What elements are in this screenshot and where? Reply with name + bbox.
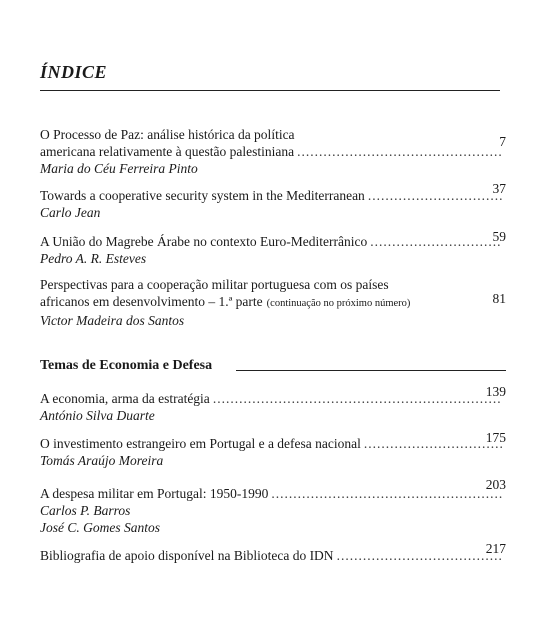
page-number: 203 — [485, 477, 506, 492]
toc-entry[interactable] — [40, 435, 506, 469]
page-number: 7 — [499, 134, 506, 149]
page-number: 59 — [492, 229, 506, 244]
entry-title-line: americana relativamente à questão palestiniana ..... — [40, 143, 506, 160]
section-title: Temas de Economia e Defesa — [40, 358, 213, 373]
page-title: ÍNDICE — [40, 62, 108, 82]
title-rule — [40, 90, 500, 91]
leader-dots — [297, 143, 502, 160]
toc-entry[interactable] — [40, 233, 506, 267]
entry-title-line: Towards a cooperative security system in the Mediterranean ..... — [40, 187, 506, 204]
entry-author: Maria do Céu Ferreira Pinto — [40, 161, 198, 176]
page-number: 81 — [492, 291, 506, 306]
toc-entry[interactable] — [40, 187, 506, 221]
leader-dots — [364, 435, 502, 452]
entry-author: Victor Madeira dos Santos — [40, 313, 185, 328]
entry-author: António Silva Duarte — [40, 408, 155, 423]
toc-entry[interactable] — [40, 485, 506, 536]
leader-dots — [213, 390, 502, 407]
page-number: 37 — [492, 181, 506, 196]
entry-title-line: O investimento estrangeiro em Portugal e a defesa nacional ..... — [40, 435, 506, 452]
page-number: 217 — [485, 541, 506, 556]
entry-title-line: A economia, arma da estratégia ..... — [40, 390, 506, 407]
entry-author: José C. Gomes Santos — [40, 520, 160, 535]
entry-title-line: africanos em desenvolvimento – 1.ª parte (continuação no próximo número) — [40, 293, 506, 312]
toc-entry[interactable] — [40, 390, 506, 424]
leader-dots — [271, 485, 502, 502]
entry-title-line: Perspectivas para a cooperação militar portuguesa com os países — [40, 277, 389, 292]
entry-title-line: Bibliografia de apoio disponível na Biblioteca do IDN ..... — [40, 547, 506, 564]
entry-title-line: A União do Magrebe Árabe no contexto Euro-Mediterrânico ..... — [40, 233, 506, 250]
entry-note: (continuação no próximo número) — [266, 298, 411, 309]
entry-author: Carlo Jean — [40, 205, 101, 220]
entry-author: Pedro A. R. Esteves — [40, 251, 147, 266]
section-rule — [236, 370, 506, 371]
leader-dots — [370, 233, 502, 250]
toc-entry[interactable] — [40, 126, 506, 177]
leader-dots — [368, 187, 502, 204]
page-number: 139 — [485, 384, 506, 399]
entry-author: Carlos P. Barros — [40, 503, 131, 518]
leader-dots — [337, 547, 502, 564]
entry-title-line: O Processo de Paz: análise histórica da política — [40, 127, 295, 142]
page-number: 175 — [485, 430, 506, 445]
entry-title-line: A despesa militar em Portugal: 1950-1990 ..... — [40, 485, 506, 502]
toc-entry[interactable] — [40, 276, 506, 329]
entry-author: Tomás Araújo Moreira — [40, 453, 164, 468]
toc-entry[interactable] — [40, 547, 506, 564]
